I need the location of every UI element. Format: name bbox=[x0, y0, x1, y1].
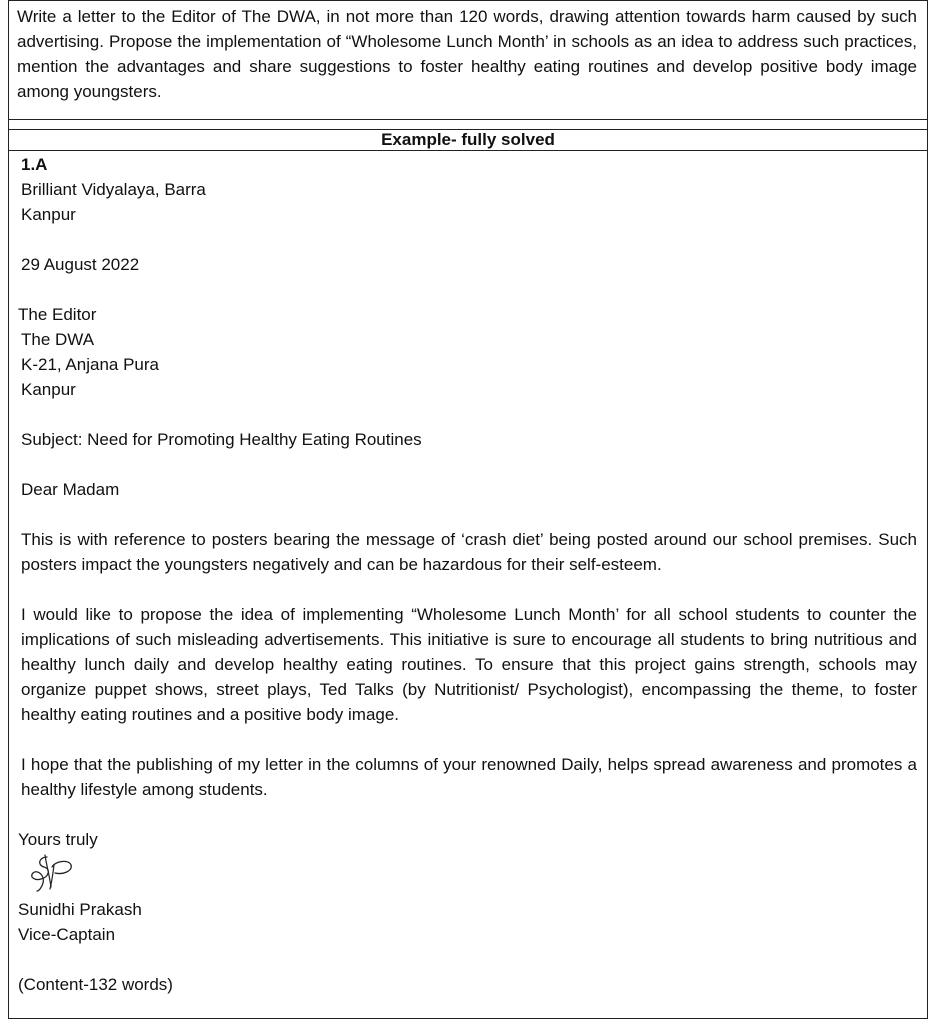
signature-icon bbox=[25, 853, 79, 893]
letter-paragraph-1: This is with reference to posters bearing the message of ‘crash diet’ being posted around our school premises. Such posters impact the youngsters negatively and can be hazardous for their self-esteem. bbox=[21, 530, 917, 574]
section-gap bbox=[9, 120, 927, 129]
word-count: (Content-132 words) bbox=[18, 975, 173, 994]
sender-name: Sunidhi Prakash bbox=[18, 900, 142, 919]
sender-designation: Vice-Captain bbox=[18, 925, 116, 944]
letter-subject: Subject: Need for Promoting Healthy Eating Routines bbox=[21, 430, 422, 449]
receiver-address-line-3: K-21, Anjana Pura bbox=[21, 355, 159, 374]
letter-body bbox=[9, 152, 927, 852]
letter-paragraph-2: I would like to propose the idea of implementing “Wholesome Lunch Month’ for all school students to counter the implications of such misleading advertisements. This initiative is sure to encourage all students to bring nutritious and healthy lunch daily and develop healthy eating routines. To ensure that this project gains strength, schools may organize puppet shows, street plays, Ted Talks (by Nutritionist/ Psychologist), encompassing the theme, to foster healthy eating routines and a positive body image. bbox=[21, 605, 917, 724]
question-prompt: Write a letter to the Editor of The DWA, in not more than 120 words, drawing attention towards harm caused by such advertising. Propose the implementation of “Wholesome Lunch Month’ in schools as an idea to address such practices, mention the advantages and share suggestions to foster healthy eating routines and develop positive body image among youngsters. bbox=[9, 1, 927, 120]
receiver-address-line-4: Kanpur bbox=[21, 380, 76, 399]
letter-salutation: Dear Madam bbox=[21, 480, 120, 499]
letter-paragraph-3: I hope that the publishing of my letter in the columns of your renowned Daily, helps spread awareness and promotes a healthy lifestyle among students. bbox=[21, 755, 917, 799]
signature-block bbox=[9, 897, 927, 997]
receiver-address-line-2: The DWA bbox=[21, 330, 95, 349]
sender-address-line-1: Brilliant Vidyalaya, Barra bbox=[21, 180, 206, 199]
letter-date: 29 August 2022 bbox=[21, 255, 140, 274]
question-number: 1.A bbox=[21, 155, 48, 174]
example-heading: Example- fully solved bbox=[9, 129, 927, 151]
letter-closing: Yours truly bbox=[18, 830, 98, 849]
document-frame bbox=[8, 0, 928, 1019]
receiver-address-line-1: The Editor bbox=[18, 305, 97, 324]
sender-address-line-2: Kanpur bbox=[21, 205, 76, 224]
